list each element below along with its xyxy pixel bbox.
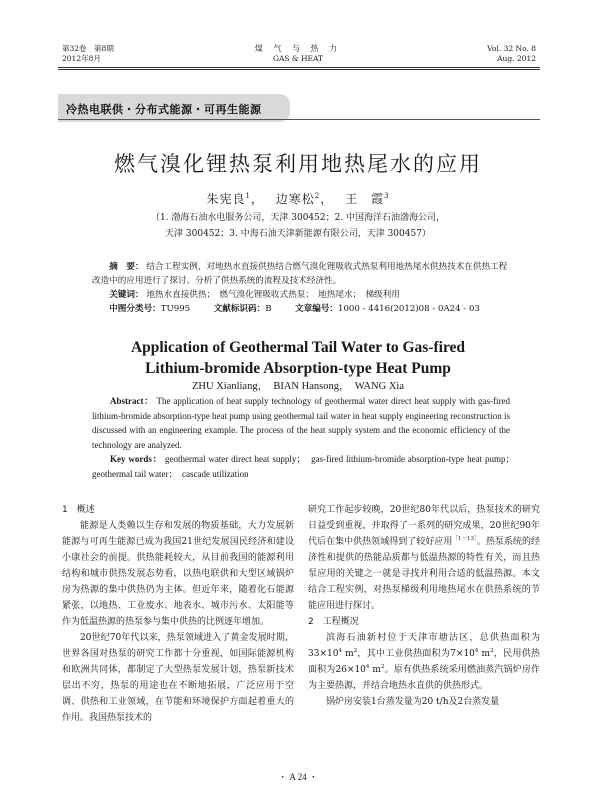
affiliation-line: 天津 300452；3. 中海石油天津新能源有限公司，天津 300457） bbox=[165, 229, 431, 239]
text-run: m bbox=[369, 665, 381, 675]
header-rule bbox=[58, 67, 540, 68]
keywords-cn bbox=[92, 288, 508, 302]
paragraph: 20世纪70年代以来，热泵领域进入了黄金发展时期，世界各国对热泵的研究工作都十分重视，如国际能源机构和欧洲共同体，都制定了大型热泵发展计划，热泵新技术层出不穷，热泵的用途也在不断地拓展，广泛应用于空调、供热和工业领域，在节能和环境保护方面起着重大的作用。我国热泵技术的 bbox=[62, 633, 294, 723]
abstract-en-label: Abstract： bbox=[110, 396, 154, 406]
authors-en: ZHU Xianliang， BIAN Hansong， WANG Xia bbox=[191, 381, 404, 392]
section-heading: 2 工程概况 bbox=[308, 617, 359, 627]
abstract-en bbox=[92, 394, 510, 452]
text-run: ，民用供热面积为26×10 bbox=[308, 649, 540, 675]
abstract-en-text: The application of heat supply technology of geothermal water direct heat supply with gas-fired lithium-bromide absorption-type heat pump using geothermal tail water in heat supply engineering reconstruction is discussed with an engineering example. The process of the heat supply system and the economic efficiency of the technology are analyzed. bbox=[92, 396, 510, 450]
banner-line bbox=[58, 119, 540, 120]
keywords-en-text: geothermal water direct heat supply； gas-fired lithium-bromide absorption-type heat pump； geothermal tail water； cascade utilization bbox=[92, 454, 520, 479]
paragraph: 锅炉房安装1台蒸发量为20 t/h及2台蒸发量 bbox=[326, 697, 500, 707]
article-number-label: 文章编号： bbox=[295, 304, 338, 314]
journal-name-cn: 煤 气 与 热 力 bbox=[254, 44, 342, 53]
affiliation-line: （1. 渤海石油水电服务公司，天津 300452；2. 中国海洋石油渤海公司， bbox=[150, 213, 446, 223]
paper-title-en bbox=[0, 337, 596, 379]
date-cn: 2012年8月 bbox=[62, 54, 101, 63]
superscript: 4 bbox=[338, 648, 342, 654]
superscript: 4 bbox=[474, 648, 479, 654]
abstract-cn-label: 摘 要： bbox=[109, 262, 144, 272]
author-sup: 3 bbox=[384, 192, 390, 200]
paragraph-text: 研究工作起步较晚，20世纪80年代以后，热泵技术的研究日益受到重视，并取得了一系列的研究成果，20世纪90年代后在集中供热领域得到了较好应用 bbox=[308, 505, 540, 547]
author-sup: 2 bbox=[314, 192, 321, 200]
journal-name-en: GAS & HEAT bbox=[272, 54, 323, 63]
text-run: 滨海石油新村位于天津市塘沽区，总供热面积为33×10 bbox=[308, 633, 540, 659]
affiliations bbox=[0, 210, 596, 242]
keywords-cn-text: 地热水直接供热； 燃气溴化锂吸收式热泵； 地热尾水； 梯级利用 bbox=[146, 290, 400, 300]
text-run: 。原有供热系统采用燃油蒸汽锅炉房作为主要热源，并结合地热水直供的供热形式。 bbox=[308, 665, 540, 691]
author-sup: 1 bbox=[245, 192, 251, 200]
superscript: 2 bbox=[353, 648, 358, 654]
abstract-cn bbox=[92, 260, 508, 288]
title-en-line: Application of Geothermal Tail Water to Gas-fired bbox=[130, 339, 466, 356]
keywords-en bbox=[92, 452, 520, 481]
volume-issue-en: Vol. 32 No. 8 bbox=[487, 44, 536, 53]
volume-issue-cn: 第32卷 第8期 bbox=[62, 44, 114, 53]
author-name: 朱宪良 bbox=[206, 192, 246, 206]
abstract-cn-text: 结合工程实例，对地热水直接供热结合燃气溴化锂吸收式热泵利用地热尾水供热技术在供热工程改造中的应用进行了探讨。分析了供热系统的流程及技术经济性。 bbox=[92, 262, 508, 286]
authors-cn: 朱宪良$^1$， 边寒松$^2$， 王 霞$^3$ bbox=[206, 192, 390, 206]
abstract-en-block bbox=[92, 394, 520, 481]
date-en: Aug. 2012 bbox=[497, 54, 536, 63]
section-heading: 1 概述 bbox=[62, 505, 95, 515]
superscript: 2 bbox=[380, 664, 385, 670]
paragraph bbox=[308, 630, 540, 694]
text-run: m bbox=[341, 649, 354, 659]
title-en-line: Lithium-bromide Absorption-type Heat Pump bbox=[145, 360, 451, 377]
doc-code-value: B bbox=[265, 304, 272, 314]
clc-label: 中图分类号： bbox=[109, 304, 161, 314]
text-run: ，其中工业供热面积为7×10 bbox=[357, 649, 475, 659]
superscript: 2 bbox=[490, 648, 494, 654]
doc-code-label: 文献标识码： bbox=[213, 304, 266, 314]
keywords-en-label: Key words： bbox=[110, 454, 163, 464]
banner-text: 冷热电联供・分布式能源・可再生能源 bbox=[66, 103, 262, 116]
body-column-left bbox=[62, 502, 294, 726]
author-name: 王 霞 bbox=[345, 192, 385, 206]
article-number-value: 1000 - 4416(2012)08 - 0A24 - 03 bbox=[337, 304, 480, 314]
abstract-cn-block bbox=[92, 260, 508, 316]
text-run: m bbox=[478, 649, 491, 659]
paragraph-text: 。热泵系统的经济性和提供的热能品质都与低温热源的特性有关，而且热泵应用的关键之一就是寻找并利用合适的低温热源。本文结合工程实例，对热泵梯级利用地热尾水在供热系统的节能应用进行探讨。 bbox=[308, 537, 540, 611]
clc-value: TU995 bbox=[160, 304, 191, 314]
page-number: ・ A 24 ・ bbox=[278, 772, 318, 782]
paragraph bbox=[308, 502, 540, 614]
classification-line bbox=[92, 302, 508, 316]
author-name: 边寒松 bbox=[275, 192, 315, 206]
paragraph: 能源是人类赖以生存和发展的物质基础，大力发展新能源与可再生能源已成为我国21世纪发展国民经济和建设小康社会的前提。供热能耗较大，从目前我国的能源利用结构和城市供热发展态势看，以热电联供和大型区域锅炉房为热源的集中供热仍为主体。但近年来，随着化石能源紧张，以地热、工业废水、地表水、城市污水、太阳能等作为低温热源的热泵参与集中供热的比例逐年增加。 bbox=[62, 521, 294, 627]
body-column-right bbox=[308, 502, 540, 710]
header-volume-en bbox=[487, 44, 536, 64]
section-banner bbox=[58, 94, 540, 122]
header-rule-2 bbox=[58, 69, 540, 70]
paper-title-cn: 燃气溴化锂热泵利用地热尾水的应用 bbox=[114, 152, 482, 176]
reference-citation: ［1～13］ bbox=[452, 536, 477, 542]
keywords-cn-label: 关键词： bbox=[109, 290, 144, 300]
superscript: 4 bbox=[365, 664, 370, 670]
